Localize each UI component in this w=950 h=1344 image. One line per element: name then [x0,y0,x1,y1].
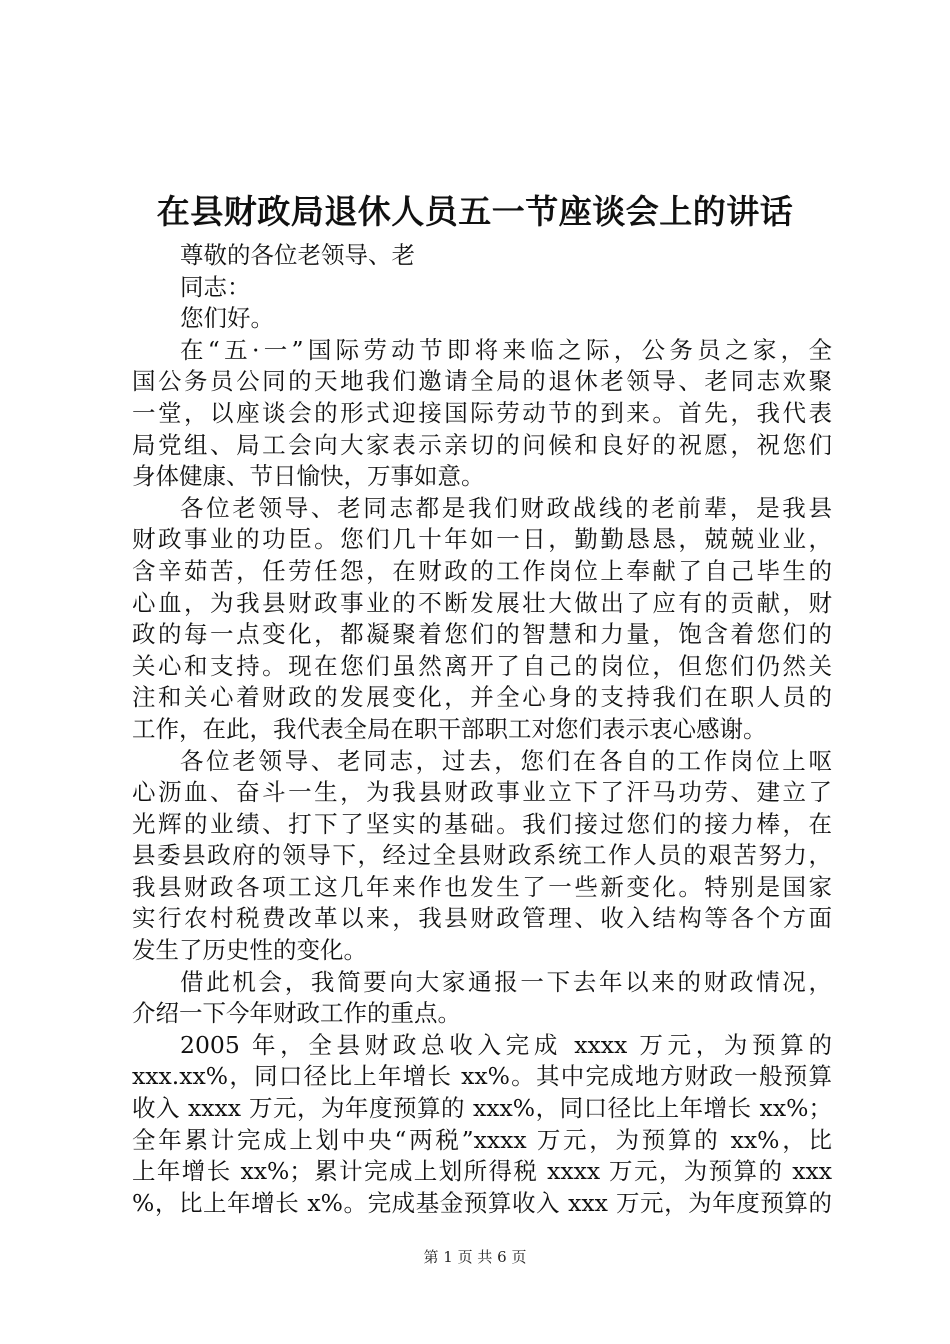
text-line: xxx.xx%，同口径比上年增长 xx%。其中完成地方财政一般预算 [132,1062,832,1091]
text-line: 身体健康、节日愉快，万事如意。 [132,462,485,491]
text-line: 同志： [180,272,251,301]
document-body [132,240,832,1219]
text-line: 国公务员公同的天地我们邀请全局的退休老领导、老同志欢聚 [132,367,832,396]
text-line: 工作，在此，我代表全局在职干部职工对您们表示衷心感谢。 [132,714,767,743]
text-line: 2005 年，全县财政总收入完成 xxxx 万元，为预算的 [180,1030,832,1059]
text-line: 政的每一点变化，都凝聚着您们的智慧和力量，饱含着您们的 [132,620,832,649]
text-line: 您们好。 [180,304,274,333]
text-line: 一堂，以座谈会的形式迎接国际劳动节的到来。首先，我代表 [132,398,832,427]
page-footer: 第 1 页 共 6 页 [423,1248,527,1266]
text-line: 发生了历史性的变化。 [132,936,367,965]
text-line: 心沥血、奋斗一生，为我县财政事业立下了汗马功劳、建立了 [132,778,832,807]
text-line: 心血，为我县财政事业的不断发展壮大做出了应有的贡献，财 [132,588,832,617]
text-line: 全年累计完成上划中央“两税”xxxx 万元，为预算的 xx%，比 [132,1125,832,1154]
text-line: 各位老领导、老同志，过去，您们在各自的工作岗位上呕 [180,746,832,775]
text-line: 局党组、局工会向大家表示亲切的问候和良好的祝愿，祝您们 [132,430,832,459]
text-line: 上年增长 xx%；累计完成上划所得税 xxxx 万元，为预算的 xxx [132,1157,832,1186]
text-line: 关心和支持。现在您们虽然离开了自己的岗位，但您们仍然关 [132,651,832,680]
text-line: 财政事业的功臣。您们几十年如一日，勤勤恳恳，兢兢业业， [132,525,832,554]
text-line: 实行农村税费改革以来，我县财政管理、收入结构等各个方面 [132,904,832,933]
text-line: %，比上年增长 x%。完成基金预算收入 xxx 万元，为年度预算的 [132,1188,832,1217]
text-line: 尊敬的各位老领导、老 [180,241,415,269]
text-line: 县委县政府的领导下，经过全县财政系统工作人员的艰苦努力， [132,841,832,870]
text-line: 在“五·一”国际劳动节即将来临之际，公务员之家，全 [180,335,832,364]
text-line: 光辉的业绩、打下了坚实的基础。我们接过您们的接力棒，在 [132,809,832,838]
text-line: 各位老领导、老同志都是我们财政战线的老前辈，是我县 [180,493,832,522]
text-line: 介绍一下今年财政工作的重点。 [132,999,461,1028]
text-line: 我县财政各项工这几年来作也发生了一些新变化。特别是国家 [132,872,832,901]
text-line: 借此机会，我简要向大家通报一下去年以来的财政情况， [180,967,832,996]
text-line: 注和关心着财政的发展变化，并全心身的支持我们在职人员的 [132,683,832,712]
document-title: 在县财政局退休人员五一节座谈会上的讲话 [156,192,794,231]
text-line: 收入 xxxx 万元，为年度预算的 xxx%，同口径比上年增长 xx%； [132,1094,832,1123]
text-line: 含辛茹苦，任劳任怨，在财政的工作岗位上奉献了自己毕生的 [132,556,832,585]
